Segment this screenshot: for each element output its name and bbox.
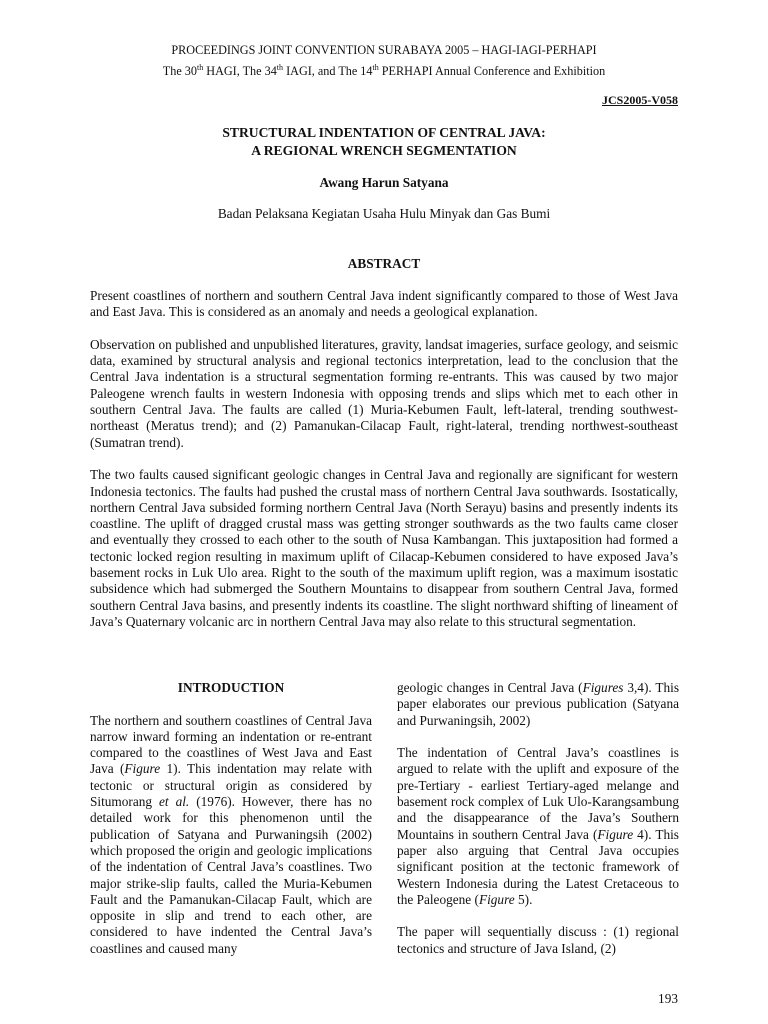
abstract-body bbox=[90, 288, 678, 647]
header-line-2: The 30th HAGI, The 34th IAGI, and The 14th PERHAPI Annual Conference and Exhibition bbox=[162, 63, 606, 79]
intro-paragraph: The paper will sequentially discuss : (1) regional tectonics and structure of Java Island, (2) bbox=[397, 924, 679, 956]
right-column bbox=[397, 680, 679, 973]
introduction-heading: INTRODUCTION bbox=[177, 680, 285, 695]
intro-paragraph: geologic changes in Central Java (Figures 3,4). This paper elaborates our previous publication (Satyana and Purwaningsih, 2002) bbox=[397, 680, 679, 728]
paper-title bbox=[0, 124, 768, 160]
proceedings-header bbox=[0, 42, 768, 80]
affiliation: Badan Pelaksana Kegiatan Usaha Hulu Minyak dan Gas Bumi bbox=[217, 206, 551, 221]
abstract-heading: ABSTRACT bbox=[347, 256, 421, 271]
intro-paragraph: The indentation of Central Java’s coastlines is argued to relate with the uplift and exposure of the pre-Tertiary - earliest Tertiary-aged melange and basement rock complex of Luk Ulo-Karangsambung and the disappearance of the Java’s Southern Mountains in southern Central Java (Figure 4). This paper also arguing that Central Java occupies significant position at the tectonic framework of Western Indonesia during the Latest Cretaceous to the Paleogene (Figure 5). bbox=[397, 745, 679, 907]
title-line-2: A REGIONAL WRENCH SEGMENTATION bbox=[251, 143, 517, 158]
author-name: Awang Harun Satyana bbox=[319, 175, 449, 190]
page-number: 193 bbox=[658, 991, 678, 1006]
paper-code: JCS2005-V058 bbox=[601, 93, 678, 107]
abstract-paragraph: Observation on published and unpublished literatures, gravity, landsat imageries, surface geology, and seismic data, examined by structural analysis and regional tectonics interpretation, lead to the conclusion that the Central Java indentation is a structural segmentation forming re-entrants. This was caused by two major Paleogene wrench faults in western Indonesia with opposing trends and slips which met to each other in southern Central Java. The faults are called (1) Muria-Kebumen Fault, left-lateral, trending southwest-northeast (Meratus trend); and (2) Pamanukan-Cilacap Fault, right-lateral, trending northwest-southeast (Sumatran trend). bbox=[90, 336, 678, 450]
title-line-1: STRUCTURAL INDENTATION OF CENTRAL JAVA: bbox=[222, 125, 546, 140]
left-column bbox=[90, 680, 372, 973]
header-line-1: PROCEEDINGS JOINT CONVENTION SURABAYA 2005 – HAGI-IAGI-PERHAPI bbox=[171, 43, 597, 57]
abstract-paragraph: Present coastlines of northern and southern Central Java indent significantly compared to those of West Java and East Java. This is considered as an anomaly and needs a geological explanation. bbox=[90, 288, 678, 320]
abstract-paragraph: The two faults caused significant geologic changes in Central Java and regionally are significant for western Indonesia tectonics. The faults had pushed the crustal mass of northern Central Java southwards. Isostatically, northern Central Java subsided forming northern Central Java (North Serayu) basins and presently indents its coastline. The uplift of dragged crustal mass was getting stronger southwards as the two faults came closer and eventually they crossed to each other to the south of Nusa Kambangan. This juxtaposition had formed a tectonic locked region resulting in maximum uplift of Cilacap-Kebumen considered to have exposed Java’s basement rocks in Luk Ulo area. Right to the south of the maximum uplift region, was a maximum isostatic subsidence which had submerged the Southern Mountains to disappear from southern Central Java, formed southern Central Java basins, and presently indents its coastline. The slight northward shifting of lineament of Java’s Quaternary volcanic arc in northern Central Java may also relate to this structural segmentation. bbox=[90, 467, 678, 629]
intro-paragraph: The northern and southern coastlines of Central Java narrow inward forming an indentation or re-entrant compared to the coastlines of West Java and East Java (Figure 1). This indentation may relate with tectonic or structural origin as considered by Situmorang et al. (1976). However, there has no detailed work for this phenomenon until the publication of Satyana and Purwaningsih (2002) which proposed the origin and geologic implications of the indentation of Central Java’s coastlines. Two major strike-slip faults, called the Muria-Kebumen Fault and the Pamanukan-Cilacap Fault, which are opposite in slip and trend to each other, are considered to have indented the Central Java’s coastlines and caused many bbox=[90, 712, 372, 956]
